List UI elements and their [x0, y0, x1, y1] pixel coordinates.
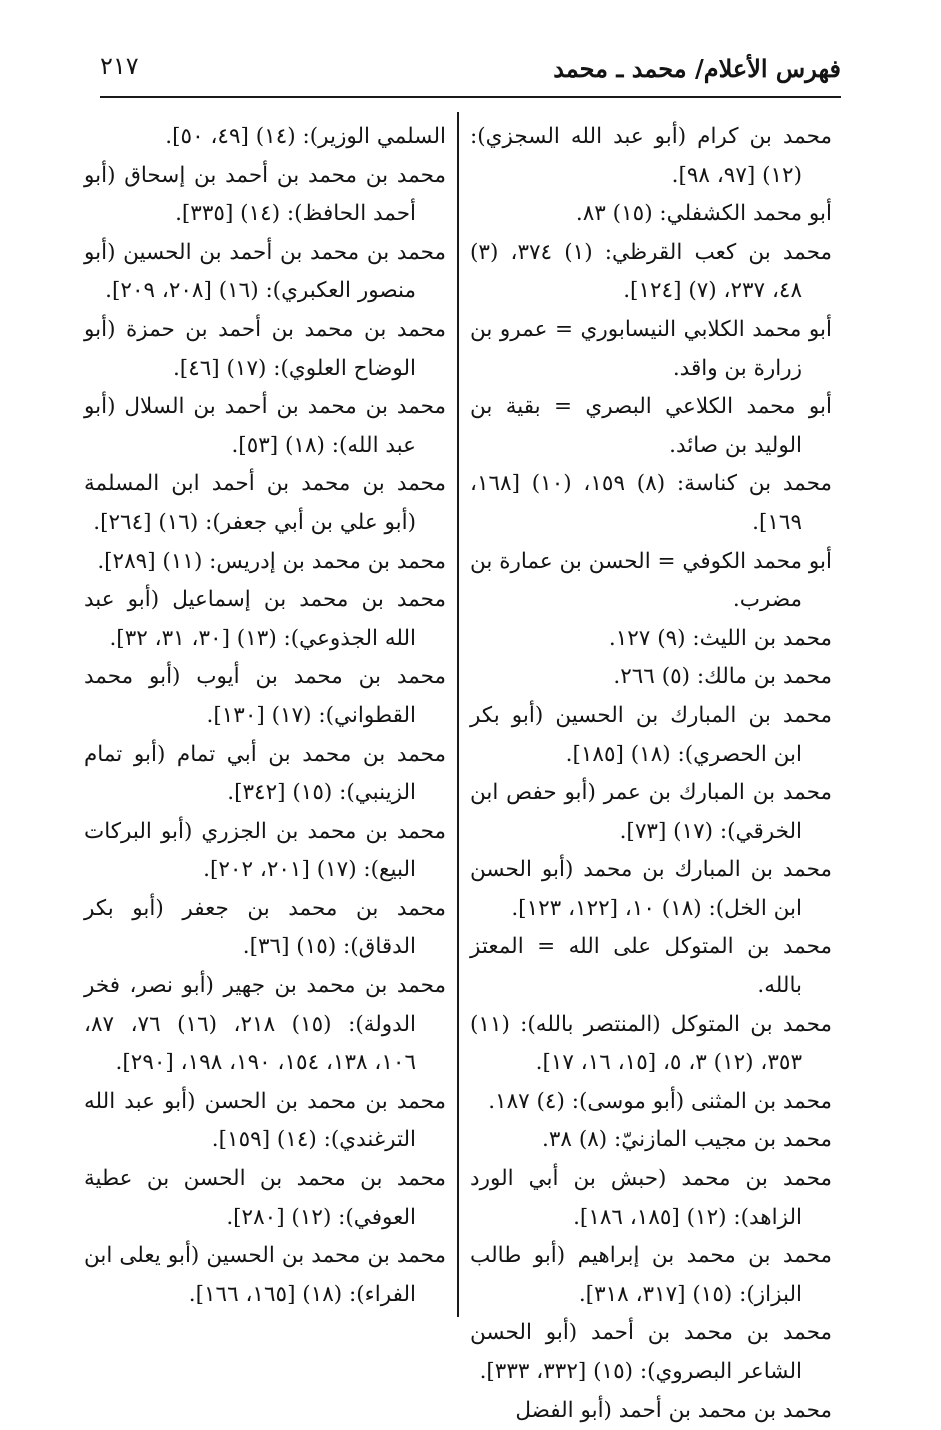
index-entry: أبو محمد الكشفلي: (١٥) ٨٣. [575, 201, 832, 227]
index-entry: محمد بن كعب القرظي: (١) ٣٧٤، (٣) ٤٨، ٢٣٧، (٧) [١٢٤]. [470, 239, 832, 304]
index-entry: محمد بن المبارك بن محمد (أبو الحسن ابن الخل): (١٨) ١٠، [١٢٢، ١٢٣]. [470, 857, 832, 921]
index-entry: أبو محمد الكلاعي البصري = بقية بن الوليد بن صائد. [470, 394, 832, 458]
index-entry: محمد بن الليث: (٩) ١٢٧. [608, 625, 832, 651]
index-entry: محمد بن كرام (أبو عبد الله السجزي): (١٢) [٩٧، ٩٨]. [470, 124, 832, 188]
index-entry: محمد بن محمد بن أبي تمام (أبو تمام الزينبي): (١٥) [٣٤٢]. [84, 741, 446, 806]
index-entry: محمد بن محمد بن أحمد ابن المسلمة (أبو علي بن أبي جعفر): (١٦) [٢٦٤]. [84, 471, 446, 535]
header-rule [100, 96, 841, 98]
index-entry: محمد بن محمد بن أحمد بن حمزة (أبو الوضاح العلوي): (١٧) [٤٦]. [84, 316, 446, 381]
index-entry: محمد بن محمد بن الجزري (أبو البركات البيع): (١٧) [٢٠١، ٢٠٢]. [84, 818, 446, 883]
index-entry: محمد بن كناسة: (٨) ١٥٩، (١٠) [١٦٨، ١٦٩]. [470, 471, 832, 535]
index-entry: محمد بن محمد بن الحسين (أبو يعلى ابن الفراء): (١٨) [١٦٥، ١٦٦]. [84, 1243, 446, 1307]
index-entry: محمد بن مالك: (٥) ٢٦٦. [613, 664, 832, 690]
index-entry: محمد بن محمد بن جهير (أبو نصر، فخر الدولة): (١٥) ٢١٨، (١٦) ٧٦، ٨٧، ١٠٦، ١٣٨، ١٥٤، ١٩٠، ١٩٨، [٢٩٠]. [84, 973, 446, 1076]
index-entry: أبو محمد الكلابي النيسابوري = عمرو بن زرارة بن واقد. [470, 316, 832, 381]
right-column [470, 118, 832, 1423]
index-entry: محمد بن محمد بن الحسن بن عطية العوفي): (١٢) [٢٨٠]. [84, 1166, 446, 1230]
index-entry: محمد بن محمد بن إدريس: (١١) [٢٨٩]. [97, 548, 446, 574]
index-entry: أبو محمد الكوفي = الحسن بن عمارة بن مضرب. [470, 548, 832, 613]
running-title: فهرس الأعلام/ محمد ـ محمد [553, 54, 841, 83]
index-entry: محمد بن محمد بن إبراهيم (أبو طالب البزاز): (١٥) [٣١٧، ٣١٨]. [470, 1243, 832, 1307]
index-entry: السلمي الوزير): (١٤) [٤٩، ٥٠]. [165, 124, 446, 149]
index-entry: محمد بن محمد بن أحمد (أبو الحسن الشاعر البصروي): (١٥) [٣٣٢، ٣٣٣]. [470, 1320, 832, 1384]
column-divider [457, 112, 459, 1317]
index-entry: محمد بن محمد بن إسماعيل (أبو عبد الله الجذوعي): (١٣) [٣٠، ٣١، ٣٢]. [84, 587, 446, 651]
index-entry: محمد بن محمد بن أيوب (أبو محمد القطواني): (١٧) [١٣٠]. [84, 664, 446, 728]
page-header [100, 50, 841, 92]
index-entry: محمد بن المثنى (أبو موسى): (٤) ١٨٧. [488, 1088, 832, 1114]
index-entry: محمد بن محمد بن أحمد بن الحسين (أبو منصور العكبري): (١٦) [٢٠٨، ٢٠٩]. [84, 239, 446, 304]
index-entry: محمد بن مجيب المازنيّ: (٨) ٣٨. [542, 1127, 832, 1153]
index-entry: محمد بن محمد بن أحمد (أبو الفضل [515, 1397, 832, 1423]
index-entry: محمد بن محمد بن الحسن (أبو عبد الله الترغندي): (١٤) [١٥٩]. [84, 1088, 446, 1153]
page-number: ٢١٧ [100, 52, 139, 80]
left-column [84, 118, 446, 1328]
index-entry: محمد بن محمد (حبش بن أبي الورد الزاهد): (١٢) [١٨٥، ١٨٦]. [470, 1166, 832, 1230]
index-entry: محمد بن المبارك بن الحسين (أبو بكر ابن الحصري): (١٨) [١٨٥]. [470, 702, 832, 767]
index-entry: محمد بن المتوكل على الله = المعتز بالله. [470, 934, 832, 999]
index-entry: محمد بن المبارك بن عمر (أبو حفص ابن الخرقي): (١٧) [٧٣]. [470, 780, 832, 844]
index-entry: محمد بن محمد بن أحمد بن السلال (أبو عبد الله): (١٨) [٥٣]. [84, 394, 446, 458]
index-entry: محمد بن محمد بن أحمد بن إسحاق (أبو أحمد الحافظ): (١٤) [٣٣٥]. [84, 162, 446, 227]
index-entry: محمد بن المتوكل (المنتصر بالله): (١١) ٣٥٣، (١٢) ٣، ٥، [١٥، ١٦، ١٧]. [470, 1011, 832, 1076]
index-entry: محمد بن محمد بن جعفر (أبو بكر الدقاق): (١٥) [٣٦]. [84, 895, 446, 960]
